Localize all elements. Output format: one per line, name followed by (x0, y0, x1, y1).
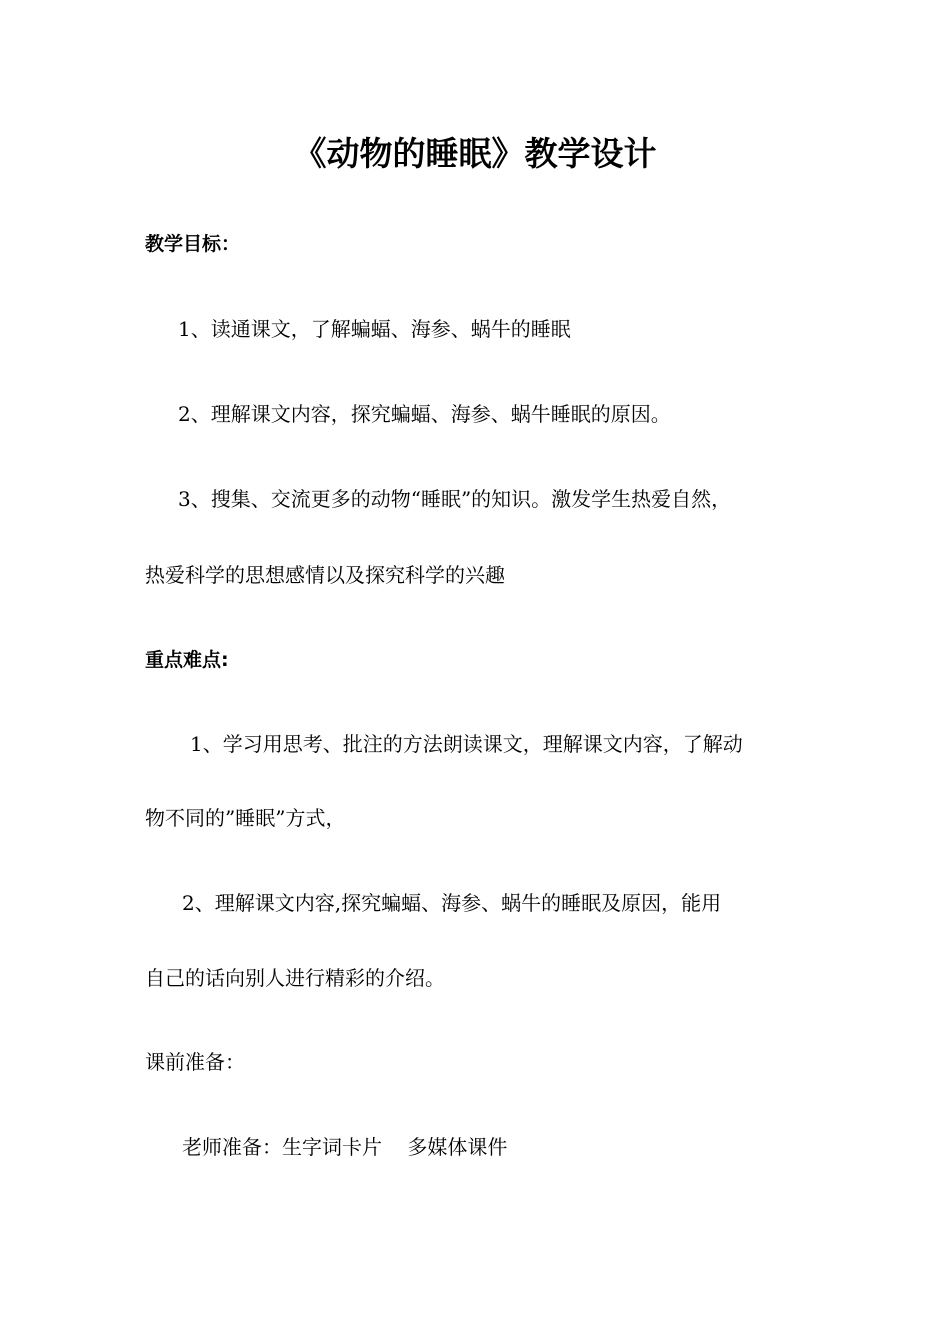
objective-line-1: 1、读通课文，了解蝙蝠、海参、蜗牛的睡眠 (178, 317, 571, 341)
preparation-line-1: 老师准备：生字词卡片 多媒体课件 (182, 1135, 508, 1159)
objective-line-4: 热爱科学的思想感情以及探究科学的兴趣 (145, 563, 505, 587)
section-heading-objectives: 教学目标： (145, 233, 241, 255)
section-heading-preparation: 课前准备： (145, 1050, 245, 1074)
section-heading-key-points: 重点难点: (145, 649, 229, 671)
objective-line-3: 3、搜集、交流更多的动物“睡眠”的知识。激发学生热爱自然， (178, 487, 732, 511)
objective-line-2: 2、理解课文内容，探究蝙蝠、海参、蜗牛睡眠的原因。 (178, 402, 671, 426)
key-point-line-1: 1、学习用思考、批注的方法朗读课文，理解课文内容，了解动 (190, 732, 743, 756)
key-point-line-4: 自己的话向别人进行精彩的介绍。 (145, 966, 445, 990)
key-point-line-3: 2、理解课文内容,探究蝙蝠、海参、蜗牛的睡眠及原因，能用 (182, 891, 722, 915)
key-point-line-2: 物不同的”睡眠”方式， (145, 806, 346, 830)
document-title: 《动物的睡眠》教学设计 (293, 134, 657, 173)
